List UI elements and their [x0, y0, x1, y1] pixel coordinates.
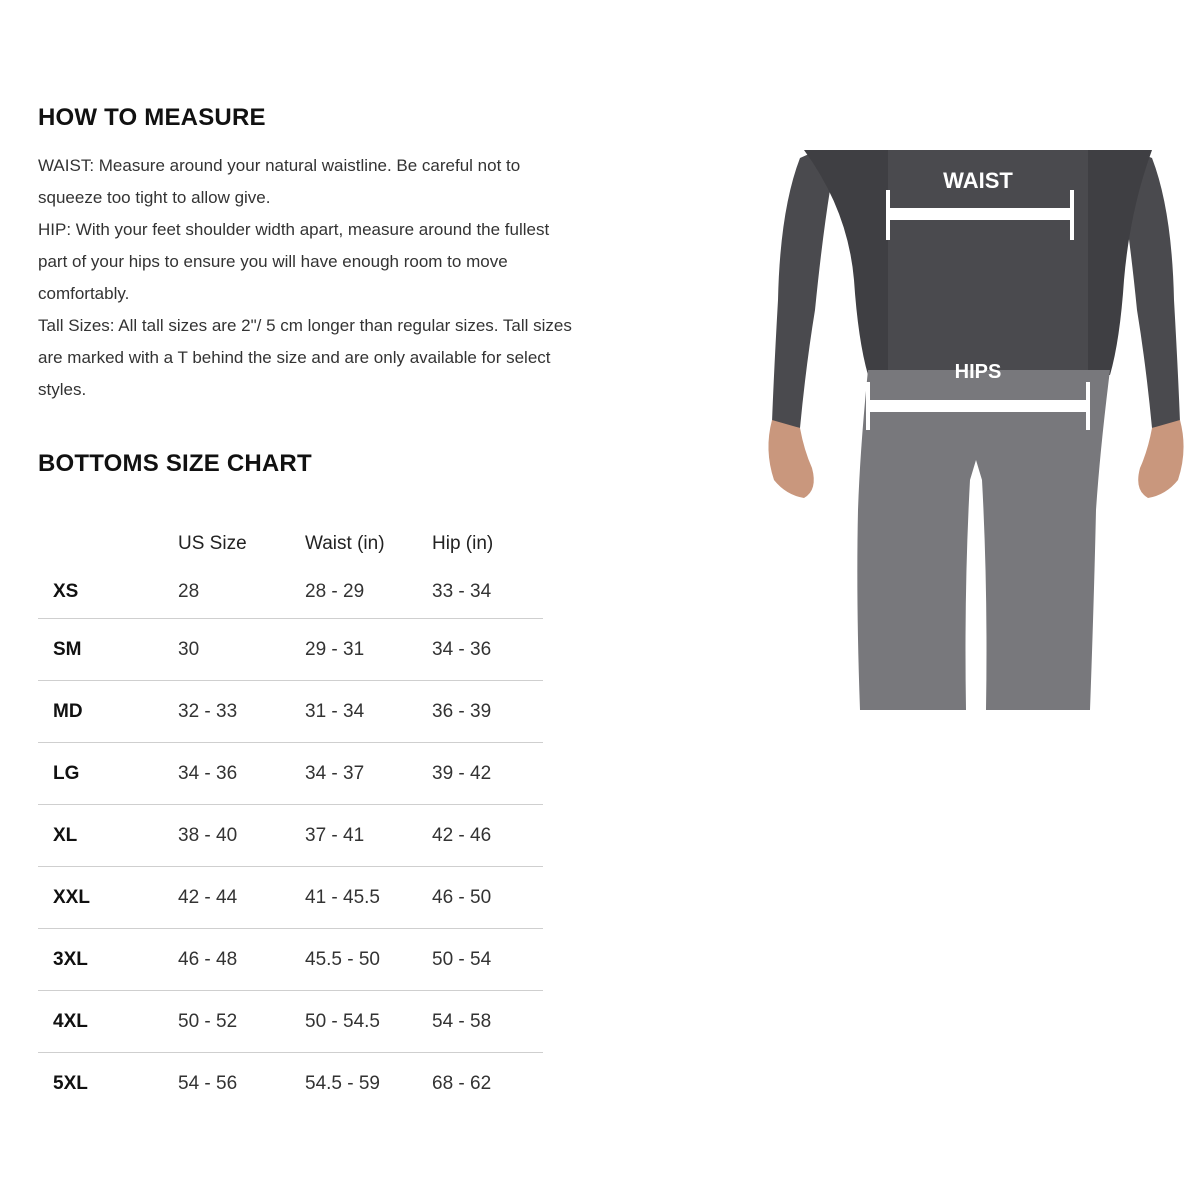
- measure-instructions: [38, 150, 648, 406]
- hip-cell: 34 - 36: [432, 619, 543, 681]
- header-us-size: US Size: [178, 533, 247, 554]
- how-to-measure-title: HOW TO MEASURE: [38, 104, 266, 131]
- waist-cell: 54.5 - 59: [305, 1053, 432, 1115]
- waist-cell: 50 - 54.5: [305, 991, 432, 1053]
- instruction-line: Tall Sizes: All tall sizes are 2"/ 5 cm longer than regular sizes. Tall sizes: [38, 316, 572, 335]
- instruction-line: HIP: With your feet shoulder width apart, measure around the fullest: [38, 220, 550, 239]
- left-hand: [768, 420, 813, 498]
- hip-cell: 36 - 39: [432, 681, 543, 743]
- left-arm: [772, 150, 830, 428]
- hip-cell: 46 - 50: [432, 867, 543, 929]
- table-row: [38, 743, 543, 805]
- instruction-line: comfortably.: [38, 284, 130, 303]
- waist-cell: 37 - 41: [305, 805, 432, 867]
- size-chart-table: [38, 522, 543, 1114]
- table-row: [38, 681, 543, 743]
- hips-label: HIPS: [954, 361, 1002, 383]
- size-chart-title: BOTTOMS SIZE CHART: [38, 450, 312, 477]
- table-row: [38, 566, 543, 619]
- tights: [857, 370, 1110, 710]
- waist-cell: 29 - 31: [305, 619, 432, 681]
- size-label-cell: 5XL: [38, 1053, 178, 1115]
- waist-label: WAIST: [943, 168, 1013, 193]
- table-row: [38, 619, 543, 681]
- table-row: [38, 1053, 543, 1115]
- hip-cell: 50 - 54: [432, 929, 543, 991]
- us-size-cell: 46 - 48: [178, 929, 305, 991]
- hip-cell: 54 - 58: [432, 991, 543, 1053]
- size-label-cell: MD: [38, 681, 178, 743]
- size-label-cell: XXL: [38, 867, 178, 929]
- us-size-cell: 50 - 52: [178, 991, 305, 1053]
- header-waist: Waist (in): [305, 533, 385, 554]
- instruction-line: part of your hips to ensure you will have enough room to move: [38, 252, 508, 271]
- waist-cell: 41 - 45.5: [305, 867, 432, 929]
- instruction-line: squeeze too tight to allow give.: [38, 188, 271, 207]
- size-label-cell: LG: [38, 743, 178, 805]
- instruction-line: styles.: [38, 380, 87, 399]
- waist-cell: 34 - 37: [305, 743, 432, 805]
- us-size-cell: 28: [178, 581, 200, 602]
- instruction-line: are marked with a T behind the size and are only available for select: [38, 348, 551, 367]
- table-header-row: [38, 522, 543, 566]
- us-size-cell: 34 - 36: [178, 743, 305, 805]
- size-label-cell: XS: [53, 581, 79, 602]
- us-size-cell: 38 - 40: [178, 805, 305, 867]
- us-size-cell: 42 - 44: [178, 867, 305, 929]
- hip-cell: 42 - 46: [432, 805, 543, 867]
- body-illustration: [760, 150, 1190, 710]
- hip-cell: 39 - 42: [432, 743, 543, 805]
- size-label-cell: 3XL: [38, 929, 178, 991]
- hip-cell: 68 - 62: [432, 1053, 543, 1115]
- us-size-cell: 30: [178, 619, 305, 681]
- table-row: [38, 867, 543, 929]
- measurement-figure: [760, 150, 1190, 710]
- us-size-cell: 32 - 33: [178, 681, 305, 743]
- size-label-cell: SM: [38, 619, 178, 681]
- right-hand: [1138, 420, 1183, 498]
- waist-cell: 31 - 34: [305, 681, 432, 743]
- waist-cell: 45.5 - 50: [305, 929, 432, 991]
- header-hip: Hip (in): [432, 533, 494, 554]
- hip-cell: 33 - 34: [432, 581, 492, 602]
- waist-cell: 28 - 29: [305, 581, 365, 602]
- size-label-cell: 4XL: [38, 991, 178, 1053]
- header-blank: [38, 522, 178, 566]
- us-size-cell: 54 - 56: [178, 1053, 305, 1115]
- table-row: [38, 929, 543, 991]
- table-row: [38, 991, 543, 1053]
- instruction-line: WAIST: Measure around your natural waistline. Be careful not to: [38, 156, 521, 175]
- size-label-cell: XL: [38, 805, 178, 867]
- table-row: [38, 805, 543, 867]
